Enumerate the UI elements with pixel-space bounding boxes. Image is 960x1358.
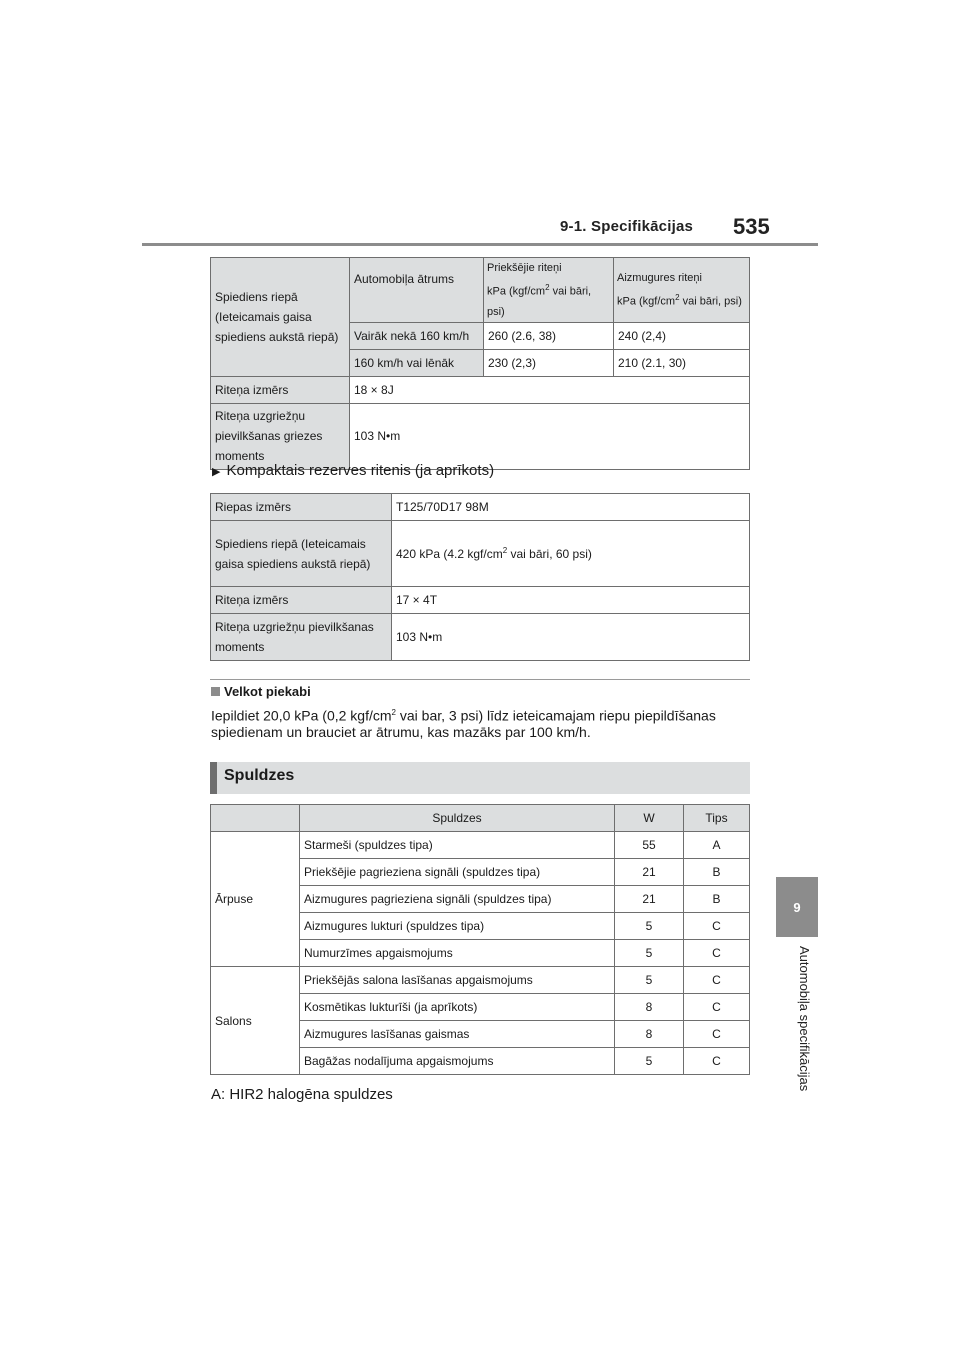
bulb-wattage: 21 bbox=[615, 886, 684, 913]
header-divider bbox=[142, 243, 818, 246]
bulb-wattage: 5 bbox=[615, 913, 684, 940]
table-row bbox=[211, 832, 750, 859]
pressure-value: 420 kPa (4.2 kgf/$cm^2$ vai bāri, 60 psi) bbox=[392, 521, 750, 587]
torque-label: Riteņa uzgriežņu pievilkšanas moments bbox=[211, 614, 392, 661]
table-row bbox=[211, 376, 750, 403]
bulbs-table bbox=[210, 804, 750, 1075]
pressure-label: Spiediens riepā (Ieteicamais gaisa spiediens aukstā riepā) bbox=[211, 521, 392, 587]
front-pressure-cell: 260 (2.6, 38) bbox=[484, 322, 614, 349]
torque-value: 103 N•m bbox=[392, 614, 750, 661]
section-heading: 9-1. Specifikācijas bbox=[560, 218, 694, 235]
bulb-type: B bbox=[684, 886, 750, 913]
exterior-group-label: Ārpuse bbox=[211, 832, 300, 967]
bulb-type: C bbox=[684, 913, 750, 940]
towing-text: Iepildiet 20,0 kPa (0,2 kgf/$cm^2$ vai bar, 3 psi) līdz ieteicamajam riepu piepildīšanas spiedienam un brauciet ar ātrumu, kas mazāks par 100 km/h. bbox=[211, 707, 716, 740]
bulb-header: Spuldzes bbox=[300, 805, 615, 832]
chapter-tab-label: Automobiļa specifikācijas bbox=[797, 946, 812, 1092]
rear-unit: kPa ($kgf/cm^2$ vai bāri, psi) bbox=[617, 293, 742, 308]
bulb-name: Aizmugures lukturi (spuldzes tipa) bbox=[300, 913, 615, 940]
bulb-type: A bbox=[684, 832, 750, 859]
table-row bbox=[211, 587, 750, 614]
bulb-name: Aizmugures pagrieziena signāli (spuldzes tipa) bbox=[300, 886, 615, 913]
square-bullet-icon bbox=[211, 687, 220, 696]
bulbs-section-accent bbox=[210, 762, 217, 794]
bulb-type-footnote: A: HIR2 halogēna spuldzes bbox=[211, 1086, 393, 1103]
rear-wheels-header bbox=[614, 258, 750, 323]
bulb-name: Kosmētikas lukturīši (ja aprīkots) bbox=[300, 994, 615, 1021]
torque-label: Riteņa uzgriežņu pievilkšanas griezes moments bbox=[211, 403, 350, 469]
bulb-wattage: 8 bbox=[615, 1021, 684, 1048]
bulbs-section-title: Spuldzes bbox=[224, 767, 295, 784]
pressure-label-cell: Spiediens riepā (Ieteicamais gaisa spiediens aukstā riepā) bbox=[211, 258, 350, 377]
table-row bbox=[211, 967, 750, 994]
wattage-header: W bbox=[615, 805, 684, 832]
chapter-number: 9 bbox=[793, 899, 801, 915]
bulb-wattage: 21 bbox=[615, 859, 684, 886]
group-header bbox=[211, 805, 300, 832]
rear-pressure-cell: 240 (2,4) bbox=[614, 322, 750, 349]
bulb-name: Bagāžas nodalījuma apgaismojums bbox=[300, 1048, 615, 1075]
tire-size-label: Riepas izmērs bbox=[211, 494, 392, 521]
bulb-type: C bbox=[684, 967, 750, 994]
triangle-bullet-icon: ▶ bbox=[212, 466, 221, 478]
page-number: 535 bbox=[733, 214, 770, 239]
bulb-name: Priekšējie pagrieziena signāli (spuldzes tipa) bbox=[300, 859, 615, 886]
bulb-name: Priekšējās salona lasīšanas apgaismojums bbox=[300, 967, 615, 994]
towing-heading: Velkot piekabi bbox=[211, 684, 311, 699]
bulb-name: Numurzīmes apgaismojums bbox=[300, 940, 615, 967]
torque-value: 103 N•m bbox=[350, 403, 750, 469]
bulb-type: B bbox=[684, 859, 750, 886]
table-row bbox=[211, 521, 750, 587]
bulb-type: C bbox=[684, 1021, 750, 1048]
tire-pressure-table bbox=[210, 257, 750, 470]
wheel-size-label: Riteņa izmērs bbox=[211, 587, 392, 614]
bulb-name: Aizmugures lasīšanas gaismas bbox=[300, 1021, 615, 1048]
table-row bbox=[211, 494, 750, 521]
compact-spare-table bbox=[210, 493, 750, 661]
bulb-wattage: 5 bbox=[615, 1048, 684, 1075]
front-unit: kPa ($kgf/cm^2$ vai bāri, psi) bbox=[487, 283, 592, 318]
front-wheels-label: Priekšējie riteņi bbox=[487, 262, 562, 274]
wheel-size-value: 17 × 4T bbox=[392, 587, 750, 614]
section-divider bbox=[210, 679, 750, 680]
bulb-name: Starmeši (spuldzes tipa) bbox=[300, 832, 615, 859]
bulb-type: C bbox=[684, 1048, 750, 1075]
front-wheels-header bbox=[484, 258, 614, 323]
bulb-type: C bbox=[684, 994, 750, 1021]
speed-cell: Vairāk nekā 160 km/h bbox=[350, 322, 484, 349]
rear-wheels-label: Aizmugures riteņi bbox=[617, 272, 702, 284]
bulb-wattage: 5 bbox=[615, 967, 684, 994]
bulb-wattage: 8 bbox=[615, 994, 684, 1021]
compact-spare-heading: ▶ Kompaktais rezerves ritenis (ja aprīkots) bbox=[212, 462, 495, 479]
table-header-row bbox=[211, 805, 750, 832]
table-row bbox=[211, 403, 750, 469]
table-row bbox=[211, 614, 750, 661]
wheel-size-value: 18 × 8J bbox=[350, 376, 750, 403]
rear-pressure-cell: 210 (2.1, 30) bbox=[614, 349, 750, 376]
interior-group-label: Salons bbox=[211, 967, 300, 1075]
speed-cell: 160 km/h vai lēnāk bbox=[350, 349, 484, 376]
bulb-wattage: 5 bbox=[615, 940, 684, 967]
tire-size-value: T125/70D17 98M bbox=[392, 494, 750, 521]
front-pressure-cell: 230 (2,3) bbox=[484, 349, 614, 376]
speed-header: Automobiļa ātrums bbox=[350, 258, 484, 323]
chapter-tab[interactable] bbox=[776, 877, 818, 937]
bulb-type: C bbox=[684, 940, 750, 967]
wheel-size-label: Riteņa izmērs bbox=[211, 376, 350, 403]
bulb-wattage: 55 bbox=[615, 832, 684, 859]
type-header: Tips bbox=[684, 805, 750, 832]
